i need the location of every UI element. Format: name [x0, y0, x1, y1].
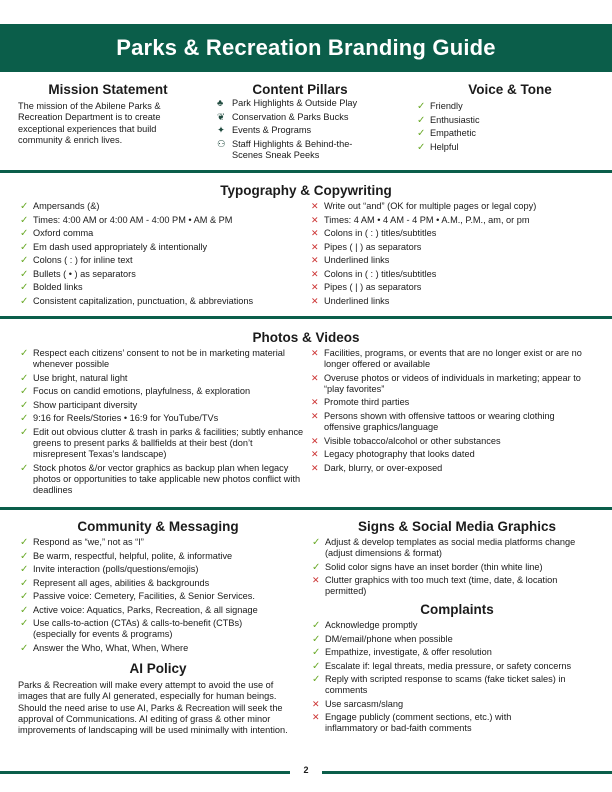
- complaints-item: ✕ Engage publicly (comment sections, etc.) with inflammatory or bad-faith comments: [312, 712, 512, 734]
- signs-item: ✕ Clutter graphics with too much text (time, date, & location permitted): [312, 575, 558, 597]
- mission-heading: Mission Statement: [48, 82, 168, 97]
- photos-do-item: ✓ Stock photos &/or vector graphics as backup plan when legacy photos or opportunities to take applicable new photos conflict with deadlines: [20, 462, 301, 496]
- pillar-item: ♣ Park Highlights & Outside Play: [217, 98, 358, 109]
- typography-dont-item: ✕ Underlined links: [311, 295, 390, 306]
- typography-do-item: ✓ Bullets ( • ) as separators: [20, 268, 136, 280]
- photos-dont-item: ✕ Dark, blurry, or over-exposed: [311, 462, 443, 473]
- photos-do-list: [18, 348, 306, 499]
- typography-dont-item: ✕ Pipes ( | ) as separators: [311, 282, 422, 292]
- check-icon: ✓: [312, 561, 321, 573]
- voice-list: [415, 101, 595, 155]
- check-icon: ✓: [20, 255, 29, 266]
- complaints-item: ✓ Reply with scripted response to scams (fake ticket sales) in comments: [312, 674, 566, 696]
- check-icon: ✓: [312, 660, 321, 672]
- typography-do-item: ✓ Bolded links: [20, 282, 83, 293]
- ai-heading: AI Policy: [129, 661, 187, 676]
- voice-item: ✓ Enthusiastic: [417, 114, 480, 126]
- community-heading: Community & Messaging: [77, 519, 239, 534]
- complaints-list: [310, 620, 602, 737]
- check-icon: ✓: [417, 128, 426, 139]
- voice-heading: Voice & Tone: [468, 82, 552, 97]
- complaints-item: ✓ Acknowledge promptly: [312, 620, 418, 631]
- check-icon: ✓: [20, 282, 29, 293]
- photos-dont-item: ✕ Overuse photos or videos of individuals in marketing; appear to “play favorites”: [311, 372, 581, 394]
- cross-icon: ✕: [311, 295, 319, 306]
- complaints-item: ✕ Use sarcasm/slang: [312, 698, 404, 709]
- community-item: ✓ Use calls-to-action (CTAs) & calls-to-benefit (CTBs) (especially for events & programs): [20, 618, 243, 640]
- typography-dont-item: ✕ Colons in ( : ) titles/subtitles: [311, 228, 437, 238]
- cross-icon: ✕: [311, 228, 319, 238]
- photos-do-item: ✓ Use bright, natural light: [20, 372, 128, 384]
- check-icon: ✓: [312, 647, 321, 658]
- community-item: ✓ Passive voice: Cemetery, Facilities, & Senior Services.: [20, 591, 255, 602]
- cross-icon: ✕: [312, 712, 320, 723]
- cross-icon: ✕: [311, 449, 319, 460]
- community-list: [18, 537, 304, 656]
- divider: [0, 170, 612, 173]
- photos-dont-item: ✕ Legacy photography that looks dated: [311, 449, 475, 460]
- check-icon: ✓: [417, 141, 426, 153]
- cross-icon: ✕: [312, 575, 320, 586]
- divider: [0, 316, 612, 319]
- cross-icon: ✕: [311, 397, 319, 408]
- cross-icon: ✕: [311, 372, 319, 383]
- ticket-icon: ✦: [217, 125, 225, 136]
- community-item: ✓ Invite interaction (polls/questions/emojis): [20, 564, 199, 575]
- title-banner: [0, 24, 612, 72]
- check-icon: ✓: [20, 201, 29, 212]
- typography-dont-item: ✕ Write out “and” (OK for multiple pages or legal copy): [311, 201, 537, 211]
- check-icon: ✓: [20, 577, 29, 589]
- check-icon: ✓: [312, 633, 321, 645]
- typography-do-item: ✓ Consistent capitalization, punctuation, & abbreviations: [20, 295, 254, 307]
- typography-dont-item: ✕ Colons in ( : ) titles/subtitles: [311, 268, 437, 279]
- signs-item: ✓ Adjust & develop templates as social media platforms change (adjust dimensions & format): [312, 537, 576, 559]
- typography-dont-item: ✕ Pipes ( | ) as separators: [311, 241, 422, 252]
- check-icon: ✓: [20, 462, 29, 474]
- community-item: ✓ Be warm, respectful, helpful, polite, & informative: [20, 550, 233, 562]
- typography-dont-list: [309, 201, 601, 309]
- cross-icon: ✕: [311, 348, 319, 358]
- footer-rule-right: [322, 771, 612, 774]
- cross-icon: ✕: [311, 241, 319, 252]
- check-icon: ✓: [417, 101, 426, 112]
- cross-icon: ✕: [311, 201, 319, 211]
- pillar-item: ✦ Events & Programs: [217, 125, 312, 136]
- complaints-heading: Complaints: [420, 602, 494, 617]
- typography-dont-item: ✕ Times: 4 AM • 4 AM - 4 PM • A.M., P.M., am, or pm: [311, 214, 530, 225]
- leaf-icon: ❦: [217, 111, 225, 123]
- typography-dont-item: ✕ Underlined links: [311, 255, 390, 265]
- voice-item: ✓ Helpful: [417, 141, 459, 153]
- check-icon: ✓: [20, 372, 29, 384]
- page-number: 2: [303, 765, 309, 775]
- check-icon: ✓: [312, 537, 321, 548]
- typography-heading: Typography & Copywriting: [220, 183, 392, 198]
- community-item: ✓ Represent all ages, abilities & backgrounds: [20, 577, 210, 589]
- photos-do-item: ✓ 9:16 for Reels/Stories • 16:9 for YouTube/TVs: [20, 413, 219, 425]
- check-icon: ✓: [20, 228, 29, 239]
- cross-icon: ✕: [312, 698, 320, 709]
- people-icon: ⚇: [217, 138, 226, 150]
- complaints-item: ✓ Empathize, investigate, & offer resolution: [312, 647, 492, 658]
- typography-do-item: ✓ Times: 4:00 AM or 4:00 AM - 4:00 PM • AM & PM: [20, 214, 233, 226]
- community-item: ✓ Active voice: Aquatics, Parks, Recreation, & all signage: [20, 604, 258, 616]
- check-icon: ✓: [20, 214, 29, 226]
- typography-do-list: [18, 201, 308, 309]
- check-icon: ✓: [20, 604, 29, 616]
- check-icon: ✓: [20, 426, 29, 438]
- tree-icon: ♣: [217, 98, 224, 109]
- mission-text: The mission of the Abilene Parks & Recreation Department is to create exceptional experiences that build community & enrich lives.: [18, 101, 161, 145]
- check-icon: ✓: [20, 537, 29, 548]
- divider: [0, 507, 612, 510]
- check-icon: ✓: [417, 114, 426, 126]
- check-icon: ✓: [20, 413, 29, 425]
- photos-dont-list: [309, 348, 601, 476]
- complaints-item: ✓ DM/email/phone when possible: [312, 633, 453, 645]
- cross-icon: ✕: [311, 410, 319, 421]
- check-icon: ✓: [20, 241, 29, 253]
- photos-dont-item: ✕ Visible tobacco/alcohol or other substances: [311, 435, 501, 446]
- complaints-item: ✓ Escalate if: legal threats, media pressure, or safety concerns: [312, 660, 572, 672]
- signs-heading: Signs & Social Media Graphics: [357, 519, 557, 534]
- community-item: ✓ Answer the Who, What, When, Where: [20, 642, 189, 654]
- check-icon: ✓: [20, 550, 29, 562]
- photos-dont-item: ✕ Promote third parties: [311, 397, 410, 408]
- check-icon: ✓: [20, 386, 29, 398]
- typography-do-item: ✓ Oxford comma: [20, 228, 94, 239]
- photos-do-item: ✓ Edit out obvious clutter & trash in parks & facilities; subtly enhance greens to present parks & ballfields at their best (don’t misrepresent Texas’s landscape): [20, 426, 304, 460]
- check-icon: ✓: [20, 642, 29, 654]
- photos-do-item: ✓ Focus on candid emotions, playfulness, & exploration: [20, 386, 251, 398]
- ai-text: Parks & Recreation will make every attempt to avoid the use of images that are fully AI generated, especially for human beings. Should the need arise to use AI, Parks & Recreation will seek the approval of Communications. AI editing of grass & other minor improvements of landscaping will be used minimally with intention.: [18, 680, 288, 736]
- typography-do-item: ✓ Colons ( : ) for inline text: [20, 255, 133, 266]
- cross-icon: ✕: [311, 435, 319, 446]
- cross-icon: ✕: [311, 214, 319, 225]
- voice-item: ✓ Empathetic: [417, 128, 476, 139]
- check-icon: ✓: [20, 399, 29, 411]
- check-icon: ✓: [312, 674, 321, 685]
- cross-icon: ✕: [311, 268, 319, 279]
- check-icon: ✓: [20, 348, 29, 359]
- pillar-item: ⚇ Staff Highlights & Behind-the-Scenes Sneak Peeks: [217, 138, 353, 160]
- photos-do-item: ✓ Respect each citizens’ consent to not be in marketing material whenever possible: [20, 348, 285, 370]
- typography-do-item: ✓ Em dash used appropriately & intentionally: [20, 241, 208, 253]
- cross-icon: ✕: [311, 255, 319, 265]
- voice-item: ✓ Friendly: [417, 101, 463, 112]
- check-icon: ✓: [20, 295, 29, 307]
- pillar-item: ❦ Conservation & Parks Bucks: [217, 111, 349, 123]
- signs-item: ✓ Solid color signs have an inset border (thin white line): [312, 561, 543, 573]
- check-icon: ✓: [20, 564, 29, 575]
- photos-do-item: ✓ Show participant diversity: [20, 399, 138, 411]
- typography-do-item: ✓ Ampersands (&): [20, 201, 100, 212]
- check-icon: ✓: [20, 591, 29, 602]
- cross-icon: ✕: [311, 282, 319, 292]
- signs-list: [310, 537, 602, 600]
- check-icon: ✓: [20, 618, 29, 629]
- photos-dont-item: ✕ Persons shown with offensive tattoos or wearing clothing offensive graphics/language: [311, 410, 555, 433]
- page-title: Parks & Recreation Branding Guide: [116, 35, 496, 60]
- community-item: ✓ Respond as “we,” not as “I”: [20, 537, 144, 548]
- pillars-heading: Content Pillars: [252, 82, 348, 97]
- photos-dont-item: ✕ Facilities, programs, or events that are no longer exist or are no longer offered or available: [311, 348, 582, 370]
- pillars-list: [217, 98, 387, 163]
- photos-heading: Photos & Videos: [252, 330, 360, 345]
- cross-icon: ✕: [311, 462, 319, 473]
- check-icon: ✓: [20, 268, 29, 280]
- check-icon: ✓: [312, 620, 321, 631]
